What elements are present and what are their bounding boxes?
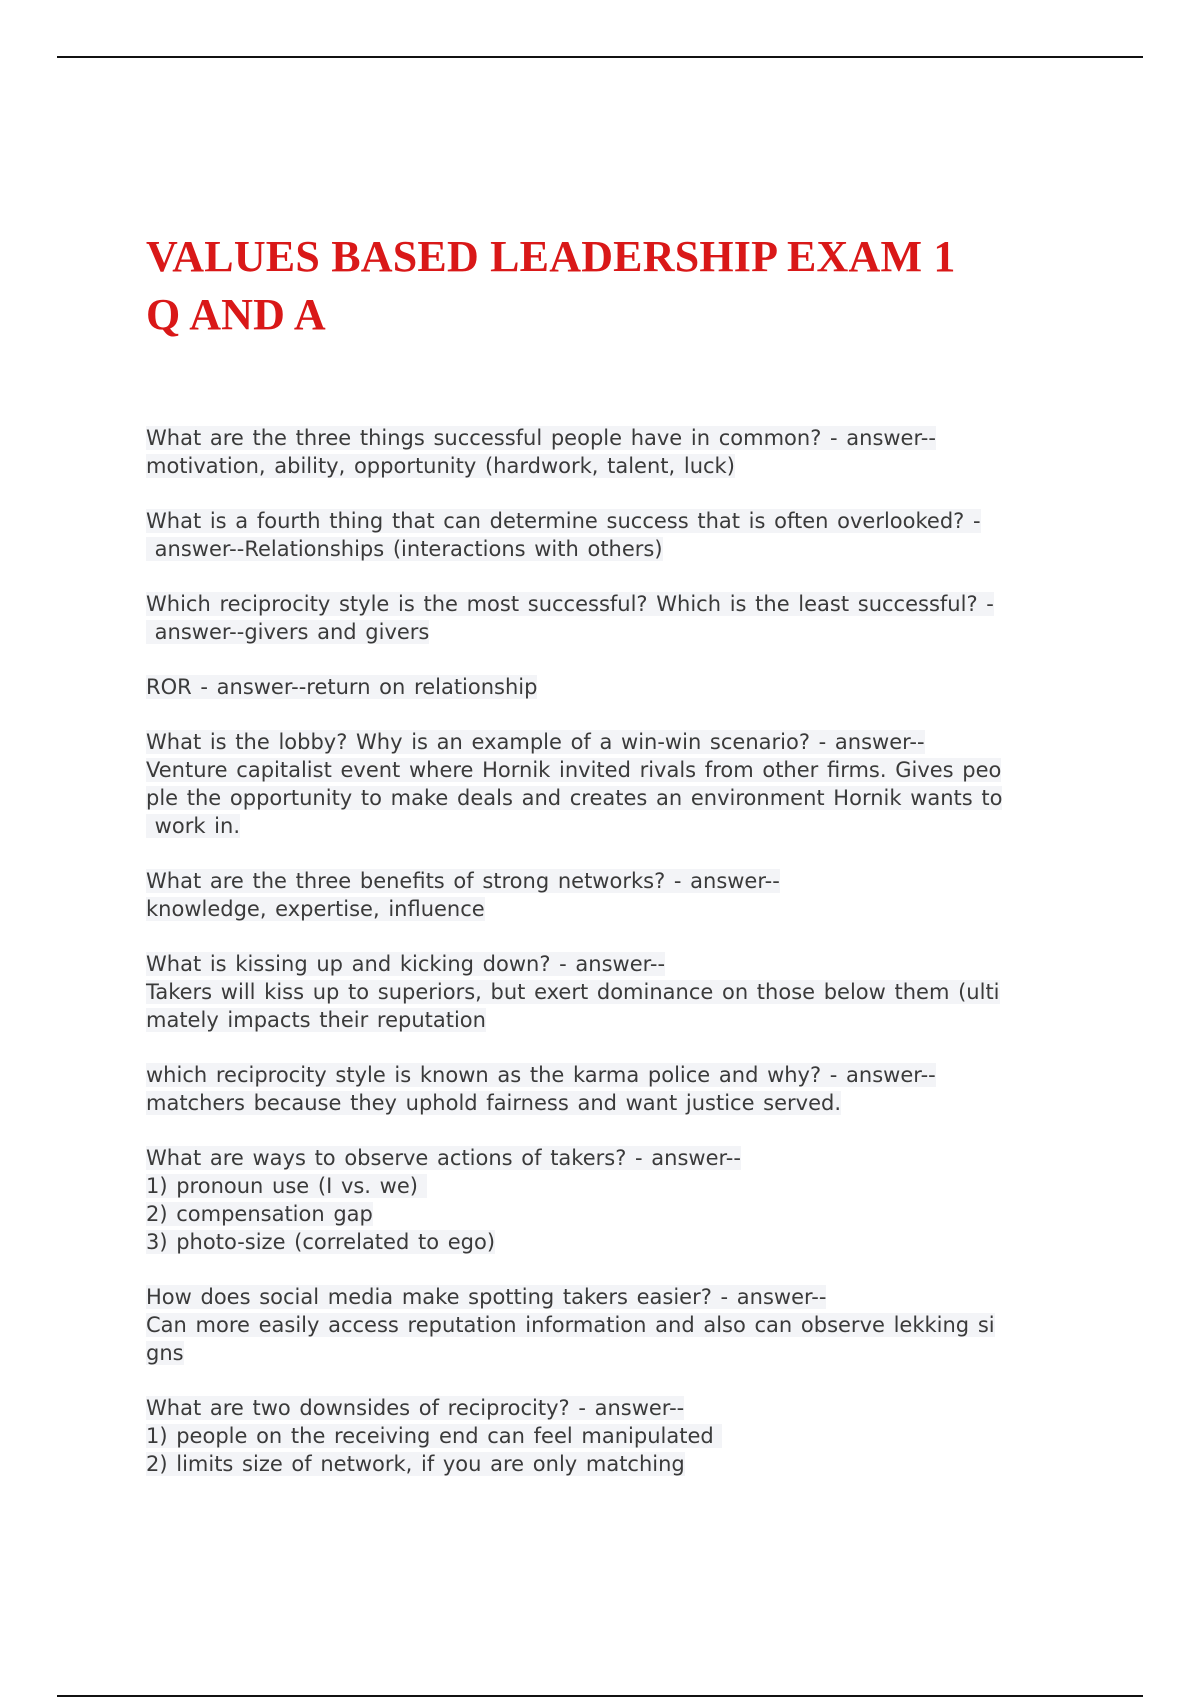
bottom-rule <box>57 1695 1143 1697</box>
qa-line <box>146 1394 1066 1422</box>
qa-line <box>146 618 1066 646</box>
title-line: VALUES BASED LEADERSHIP EXAM 1 <box>146 232 956 281</box>
qa-item <box>146 507 1066 563</box>
title-line: Q AND A <box>146 290 326 339</box>
qa-line <box>146 784 1066 812</box>
qa-line-text: answer--Relationships (interactions with others) <box>146 537 663 561</box>
top-rule <box>57 56 1143 58</box>
qa-line <box>146 867 1066 895</box>
qa-line-text: knowledge, expertise, influence <box>146 897 485 921</box>
qa-line-text: gns <box>146 1341 184 1365</box>
qa-line <box>146 1311 1066 1339</box>
qa-line <box>146 895 1066 923</box>
qa-line <box>146 812 1066 840</box>
qa-line-text: What is a fourth thing that can determine success that is often overlooked? - <box>146 509 981 533</box>
qa-line <box>146 1144 1066 1172</box>
qa-item <box>146 424 1066 480</box>
qa-item <box>146 867 1066 923</box>
qa-line-text: motivation, ability, opportunity (hardwork, talent, luck) <box>146 454 735 478</box>
qa-line-text: What are the three things successful people have in common? - answer-- <box>146 426 936 450</box>
qa-line-text: Takers will kiss up to superiors, but exert dominance on those below them (ulti <box>146 980 1000 1004</box>
qa-line-text: 3) photo-size (correlated to ego) <box>146 1230 496 1254</box>
qa-line <box>146 1422 1066 1450</box>
qa-line <box>146 673 1066 701</box>
qa-line <box>146 1089 1066 1117</box>
qa-item <box>146 1144 1066 1256</box>
qa-line-text: ple the opportunity to make deals and creates an environment Hornik wants to <box>146 786 1003 810</box>
qa-line <box>146 978 1066 1006</box>
qa-item <box>146 590 1066 646</box>
qa-line-text: 1) pronoun use (I vs. we) <box>146 1174 427 1198</box>
qa-line-text: What are the three benefits of strong networks? - answer-- <box>146 869 780 893</box>
qa-line <box>146 1228 1066 1256</box>
qa-line-text: Can more easily access reputation information and also can observe lekking si <box>146 1313 995 1337</box>
qa-item <box>146 728 1066 840</box>
qa-line <box>146 452 1066 480</box>
qa-line <box>146 1283 1066 1311</box>
qa-line <box>146 590 1066 618</box>
qa-line-text: mately impacts their reputation <box>146 1008 486 1032</box>
qa-line-text: What are ways to observe actions of takers? - answer-- <box>146 1146 741 1170</box>
qa-line-text: 1) people on the receiving end can feel manipulated <box>146 1424 723 1448</box>
document-title <box>146 228 1076 344</box>
qa-line <box>146 1339 1066 1367</box>
qa-line <box>146 1006 1066 1034</box>
qa-item <box>146 1061 1066 1117</box>
qa-line <box>146 1450 1066 1478</box>
qa-line-text: which reciprocity style is known as the karma police and why? - answer-- <box>146 1063 936 1087</box>
qa-line-text: 2) limits size of network, if you are only matching <box>146 1452 685 1476</box>
qa-line-text: 2) compensation gap <box>146 1202 373 1226</box>
qa-line-text: matchers because they uphold fairness and want justice served. <box>146 1091 842 1115</box>
qa-line <box>146 950 1066 978</box>
qa-line <box>146 756 1066 784</box>
qa-line-text: What is the lobby? Why is an example of a win-win scenario? - answer-- <box>146 730 925 754</box>
qa-line-text: work in. <box>146 814 240 838</box>
qa-item <box>146 950 1066 1034</box>
qa-line-text: How does social media make spotting takers easier? - answer-- <box>146 1285 827 1309</box>
qa-line <box>146 1200 1066 1228</box>
qa-item <box>146 673 1066 701</box>
qa-line-text: answer--givers and givers <box>146 620 430 644</box>
qa-line-text: Venture capitalist event where Hornik invited rivals from other firms. Gives peo <box>146 758 1002 782</box>
qa-line <box>146 535 1066 563</box>
qa-line <box>146 728 1066 756</box>
qa-item <box>146 1283 1066 1367</box>
qa-line <box>146 1172 1066 1200</box>
qa-line <box>146 424 1066 452</box>
qa-line-text: What is kissing up and kicking down? - answer-- <box>146 952 666 976</box>
qa-line-text: ROR - answer--return on relationship <box>146 675 538 699</box>
qa-line <box>146 1061 1066 1089</box>
qa-line-text: Which reciprocity style is the most successful? Which is the least successful? - <box>146 592 994 616</box>
qa-list <box>146 424 1066 1505</box>
qa-line <box>146 507 1066 535</box>
qa-line-text: What are two downsides of reciprocity? - answer-- <box>146 1396 685 1420</box>
qa-item <box>146 1394 1066 1478</box>
